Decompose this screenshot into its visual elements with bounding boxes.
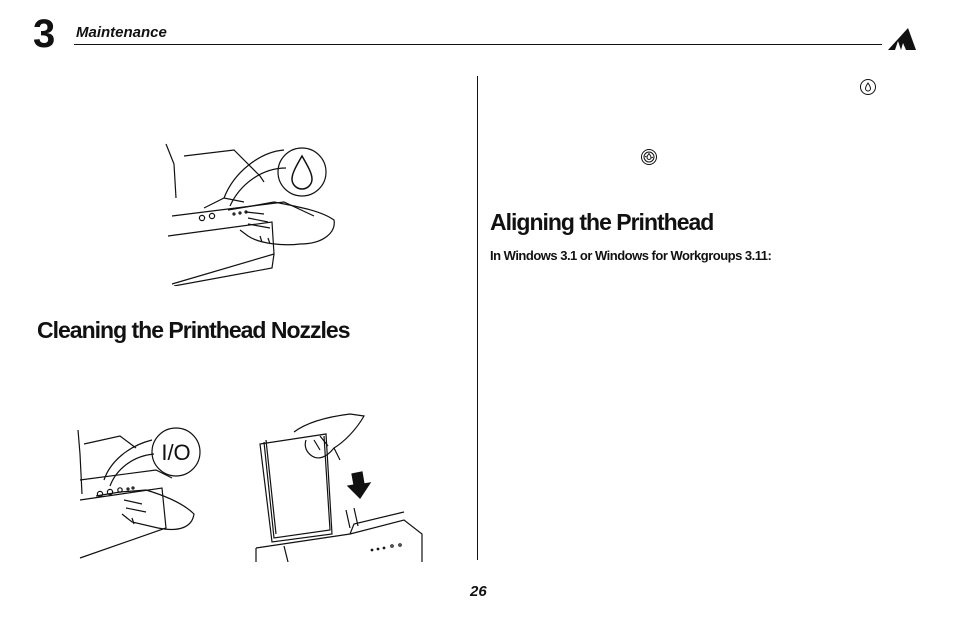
ink-button-illustration: [164, 136, 344, 286]
epson-wedge-logo: [886, 26, 918, 52]
column-divider: [477, 76, 478, 560]
cleaning-section-heading: Cleaning the Printhead Nozzles: [37, 317, 350, 343]
down-arrow-icon: [348, 472, 370, 498]
windows-31-subheading: In Windows 3.1 or Windows for Workgroups 3.11:: [490, 248, 772, 263]
aligning-section-heading: Aligning the Printhead: [490, 209, 714, 235]
page-number: 26: [470, 583, 487, 600]
paper-stack-icon: [260, 434, 332, 542]
ink-drop-icon: [859, 78, 877, 96]
hand-icon: [228, 202, 334, 245]
header-rule: [74, 44, 882, 45]
ink-panel-drop-icon: [292, 156, 312, 189]
chapter-title: Maintenance: [76, 24, 167, 41]
cleaning-icon: [640, 148, 658, 166]
power-button-illustration: [76, 424, 206, 562]
load-paper-illustration: [254, 412, 426, 562]
chapter-number: 3: [33, 12, 56, 56]
power-button-label: I/O: [161, 440, 191, 465]
